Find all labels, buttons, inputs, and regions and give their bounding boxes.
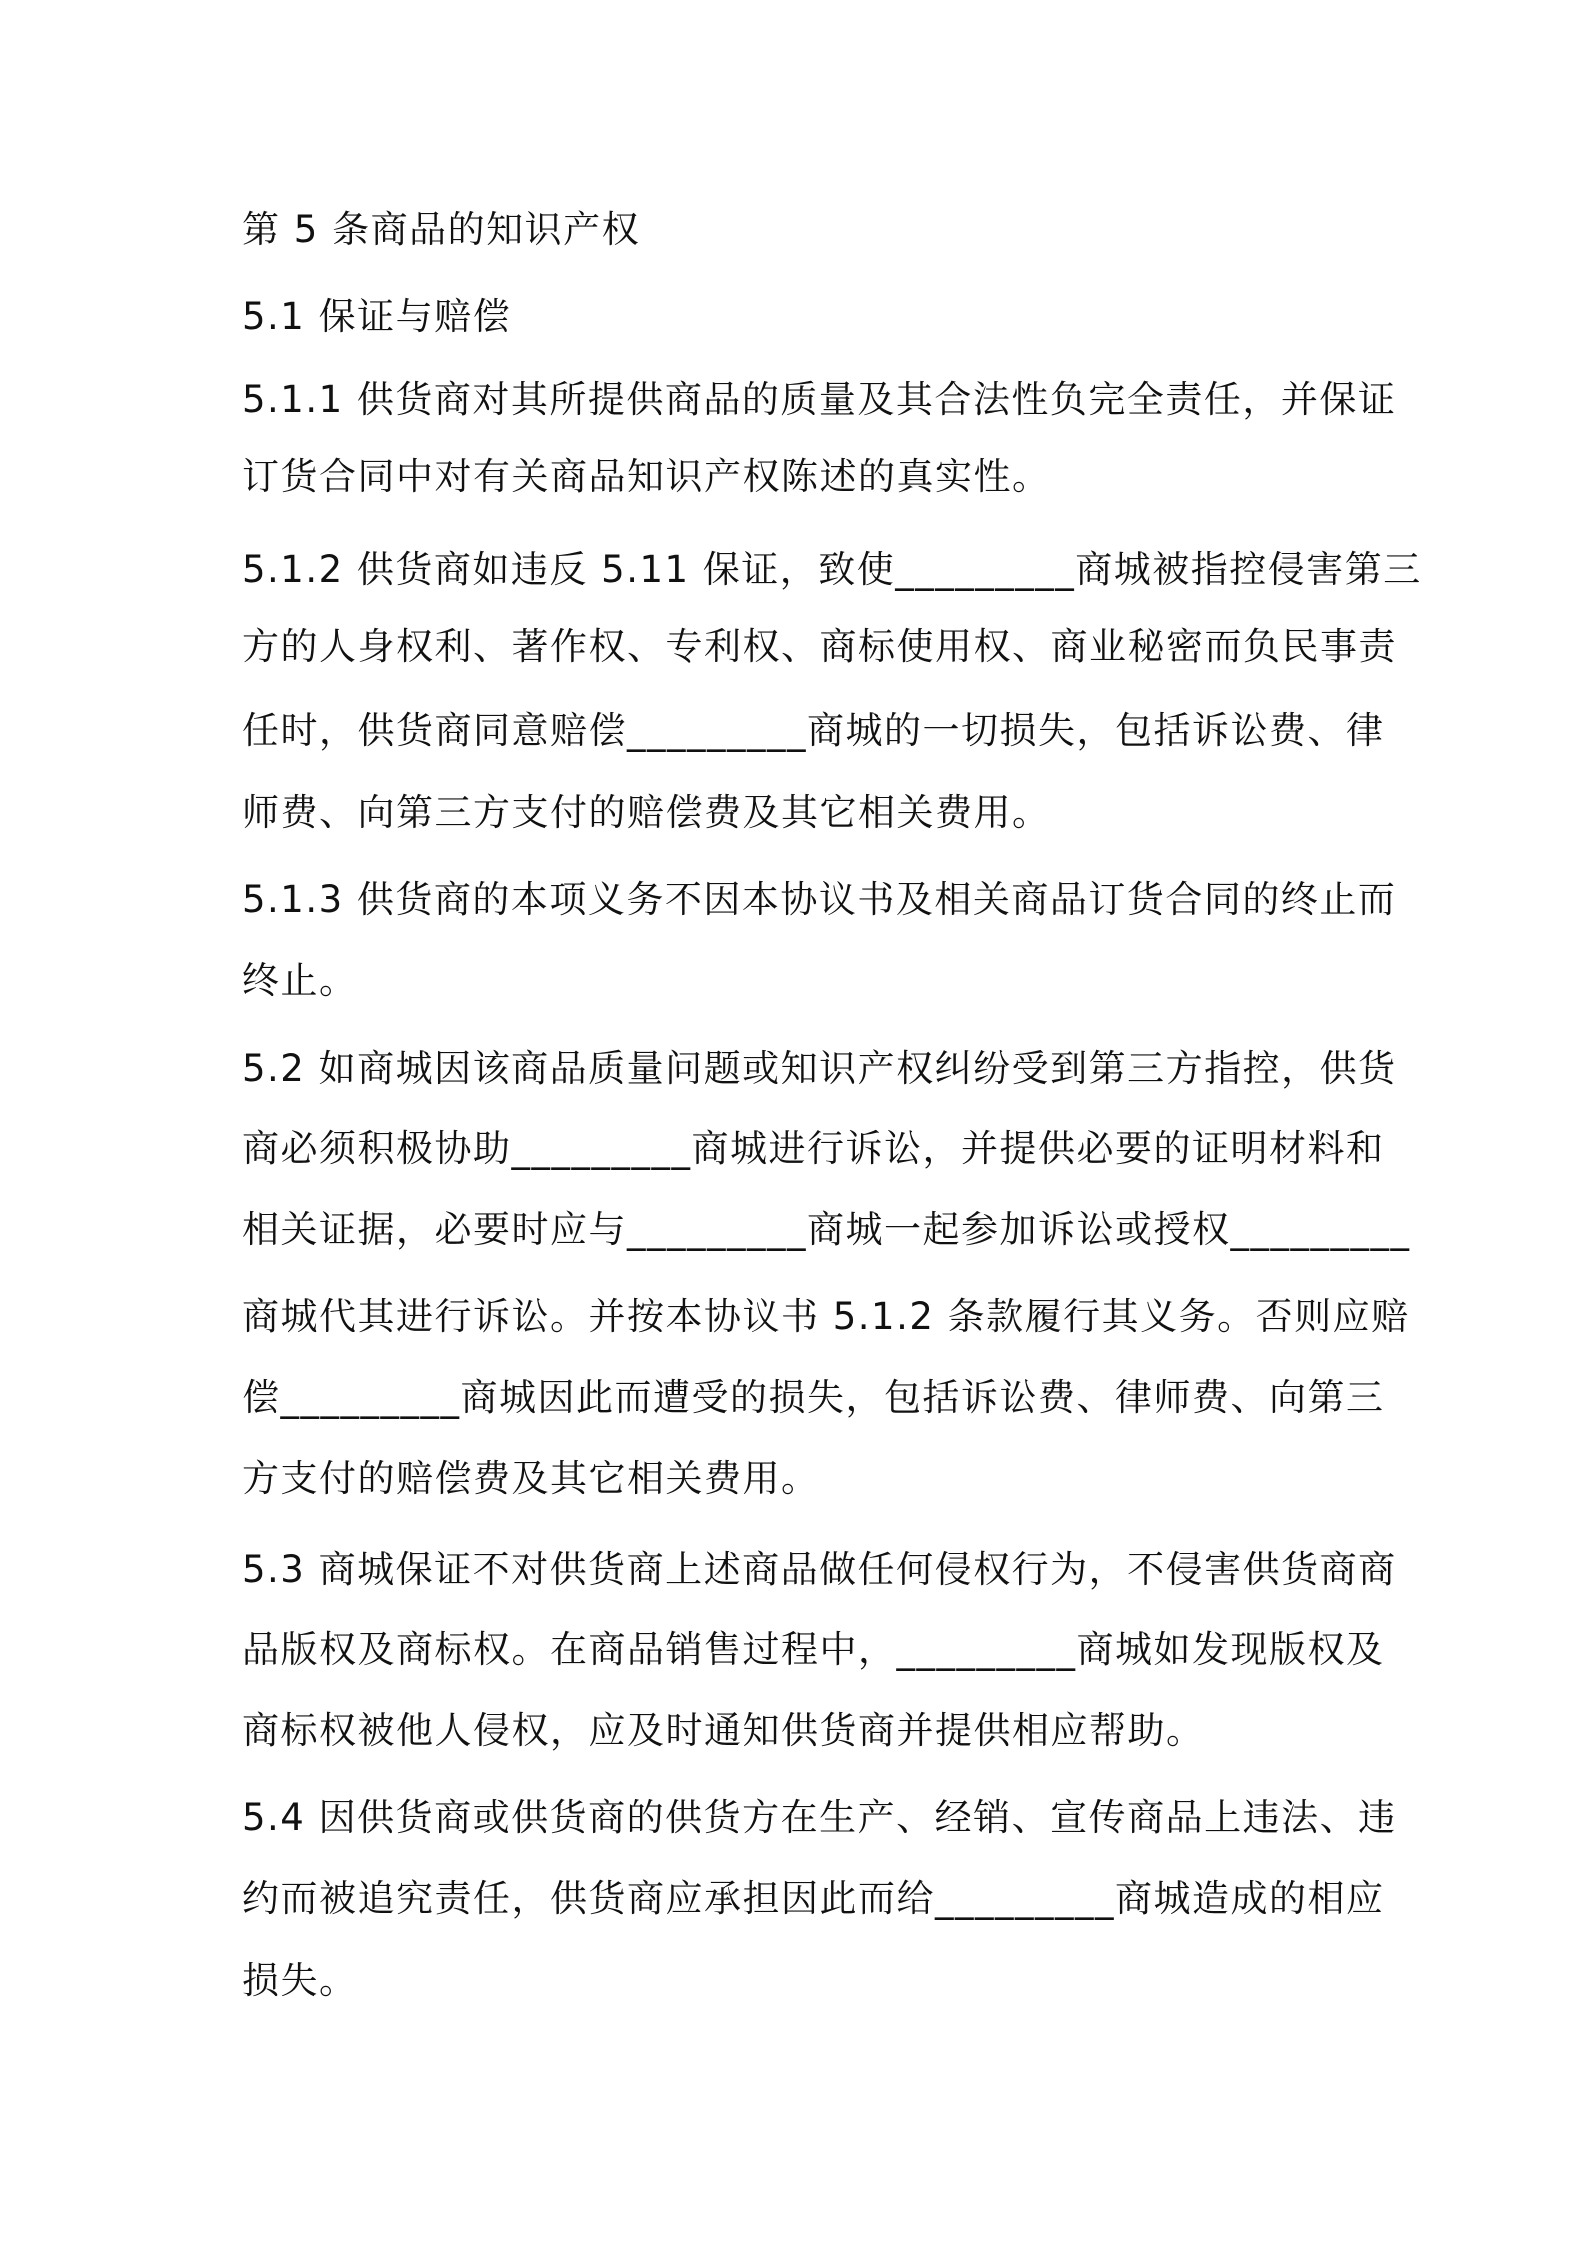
text-line: 约而被追究责任，供货商应承担因此而给_________商城造成的相应 <box>242 1877 1385 1920</box>
text-line: 终止。 <box>242 959 358 1002</box>
text-line: 偿_________商城因此而遭受的损失，包括诉讼费、律师费、向第三 <box>242 1376 1385 1419</box>
text-line: 品版权及商标权。在商品销售过程中，_________商城如发现版权及 <box>242 1628 1385 1671</box>
text-line: 5.1.1 供货商对其所提供商品的质量及其合法性负完全责任，并保证 <box>242 378 1397 421</box>
section-heading: 5.1 保证与赔偿 <box>242 295 512 338</box>
text-line: 方的人身权利、著作权、专利权、商标使用权、商业秘密而负民事责 <box>242 625 1397 668</box>
text-line: 商必须积极协助_________商城进行诉讼，并提供必要的证明材料和 <box>242 1127 1385 1170</box>
text-line: 订货合同中对有关商品知识产权陈述的真实性。 <box>242 455 1051 498</box>
text-line: 商城代其进行诉讼。并按本协议书 5.1.2 条款履行其义务。否则应赔 <box>242 1295 1410 1338</box>
text-line: 损失。 <box>242 1959 358 2002</box>
text-line: 5.3 商城保证不对供货商上述商品做任何侵权行为，不侵害供货商商 <box>242 1548 1397 1591</box>
article-heading: 第 5 条商品的知识产权 <box>242 208 641 251</box>
text-line: 5.1.3 供货商的本项义务不因本协议书及相关商品订货合同的终止而 <box>242 878 1397 921</box>
text-line: 5.1.2 供货商如违反 5.11 保证，致使_________商城被指控侵害第三 <box>242 548 1422 591</box>
text-line: 商标权被他人侵权，应及时通知供货商并提供相应帮助。 <box>242 1709 1205 1752</box>
text-line: 方支付的赔偿费及其它相关费用。 <box>242 1457 820 1500</box>
text-line: 任时，供货商同意赔偿_________商城的一切损失，包括诉讼费、律 <box>242 709 1385 752</box>
text-line: 5.4 因供货商或供货商的供货方在生产、经销、宣传商品上违法、违 <box>242 1796 1397 1839</box>
text-line: 相关证据，必要时应与_________商城一起参加诉讼或授权_________ <box>242 1208 1411 1251</box>
text-line: 5.2 如商城因该商品质量问题或知识产权纠纷受到第三方指控，供货 <box>242 1047 1397 1090</box>
text-line: 师费、向第三方支付的赔偿费及其它相关费用。 <box>242 791 1051 834</box>
